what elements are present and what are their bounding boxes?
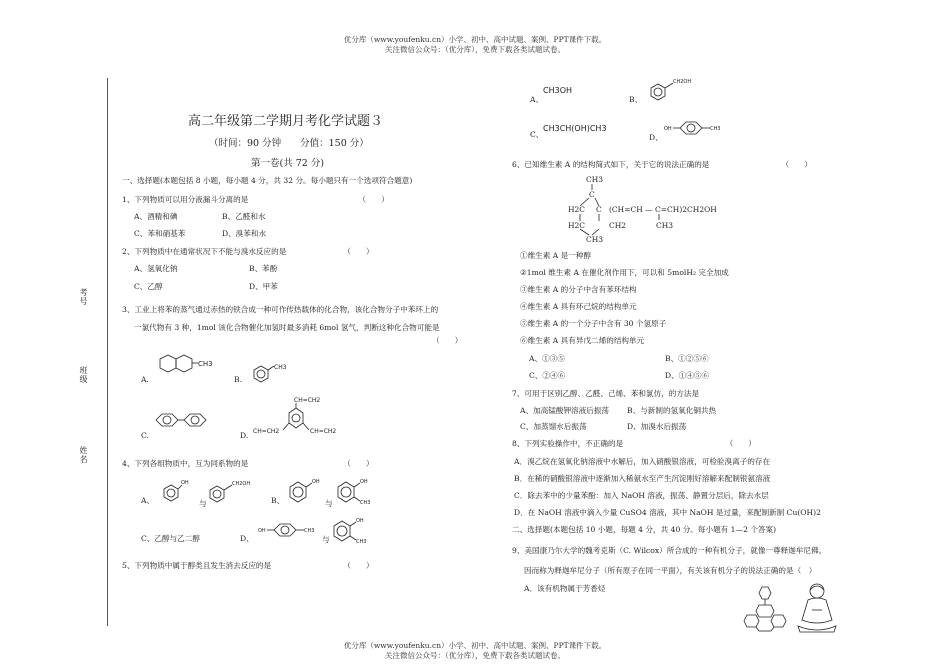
vinyl-label-right: CH=CH2 — [310, 428, 337, 435]
vita-ch3-top: CH3 — [586, 175, 604, 184]
phenol-structure-b — [286, 477, 322, 505]
vinyl-label-top: CH=CH2 — [294, 397, 321, 404]
q6-statement-1: ①维生素 A 是一种醇 — [520, 251, 592, 260]
vita-c-mid: C — [596, 205, 602, 214]
methylnaphthalene-structure — [152, 355, 212, 385]
question-1: 1、下列物质可以用分液漏斗分离的是 （ ） — [122, 195, 389, 204]
benzyl-alcohol-structure — [206, 478, 256, 506]
q6-statement-2: ②1mol 维生素 A 在催化剂作用下，可以和 5molH₂ 完全加成 — [520, 268, 729, 277]
hydroxyl-label-b: OH — [312, 479, 320, 485]
q3-answer-paren: （ ） — [432, 336, 463, 345]
vita-ch2: CH2 — [609, 221, 627, 230]
hydroxyl-label-e: OH — [356, 518, 364, 524]
q5c-formula: CH3CH(OH)CH3 — [543, 124, 607, 133]
q8-option-d: D．在 NaOH 溶液中滴入少量 CuSO4 溶液，其中 NaOH 是过量，来配制新制 Cu(OH)2 — [514, 508, 821, 517]
q6-option-b: B、①②⑤⑥ — [665, 354, 709, 363]
question-5: 5、下列物质中属于醇类且发生消去反应的是 （ ） — [122, 561, 374, 570]
vita-chain: (CH=CH — C=CH)2CH2OH — [609, 205, 717, 214]
q5-option-a: A、 — [530, 95, 544, 104]
question-9: 9、美国康乃尔大学的魏考克斯（C. Wilcox）所合成的一种有机分子，就像一尊释迦牟尼佛。 — [512, 546, 827, 555]
q7-option-d: D、加溴水后振荡 — [627, 422, 687, 431]
q4-option-d: D、 — [240, 534, 254, 543]
q3-option-c: C. — [141, 431, 149, 440]
class-label: 班级 — [79, 366, 88, 384]
toluene-structure — [250, 364, 300, 388]
q6-option-c: C、②④⑥ — [529, 371, 566, 380]
q2-option-d: D、甲苯 — [249, 282, 278, 291]
methyl-label-c: CH3 — [360, 500, 371, 506]
q3-option-a: A. — [141, 375, 149, 384]
dimethylphenol-structure — [330, 514, 376, 548]
exam-time: （时间：90 分钟 分值：150 分） — [209, 138, 369, 149]
q7-option-c: C、加蒸馏水后振荡 — [520, 422, 587, 431]
q6-statement-6: ⑥维生素 A 具有异戊二烯的结构单元 — [520, 336, 645, 345]
exam-no-label: 考号 — [79, 288, 88, 306]
cresol-structure-b — [334, 477, 374, 507]
vita-c-top: C — [589, 190, 595, 199]
methyl-label-d: CH3 — [304, 528, 315, 534]
vinyl-label-left: CH=CH2 — [253, 428, 280, 435]
buddha-statue-icon — [794, 582, 840, 636]
footer-line-1: 优分库（www.youfenku.cn）小学、初中、高中试题、案例、PPT课件下载。 — [343, 641, 607, 650]
q4-option-b: B、 — [271, 496, 285, 505]
q6-option-d: D、①④⑤⑥ — [665, 371, 710, 380]
cresol-structure-q5 — [664, 118, 728, 142]
vitamin-a-bonds — [570, 180, 670, 240]
hydroxyl-label-a: OH — [181, 480, 189, 486]
q4-and-d: 与 — [322, 535, 330, 544]
q6-statement-3: ③维生素 A 的分子中含有苯环结构 — [520, 285, 637, 294]
q8-option-a: A．溴乙烷在氢氧化钠溶液中水解后，加入硝酸银溶液，可检验溴离子的存在 — [514, 457, 771, 466]
buddha-molecule-structure — [742, 585, 790, 635]
methyl-label-b: CH3 — [274, 364, 287, 371]
q5-option-d: D、 — [649, 133, 663, 142]
q8-option-c: C．除去苯中的少量苯酚：加入 NaOH 溶液，振荡、静置分层后，除去水层 — [514, 491, 769, 500]
q6-statement-5: ⑤维生素 A 的一个分子中含有 30 个氢原子 — [520, 319, 667, 328]
part-one-title: 第一卷(共 72 分) — [251, 158, 325, 169]
q4-and-a: 与 — [199, 499, 207, 508]
hydroxyl-label-d: OH — [258, 528, 266, 534]
q2-option-b: B、苯酚 — [249, 264, 278, 273]
question-7: 7、可用于区别乙醇、乙醛、己烯、苯和氯仿，的方法是 — [512, 389, 700, 398]
q9-option-a: A．该有机物属于芳香烃 — [524, 584, 606, 593]
q4-and-b: 与 — [325, 499, 333, 508]
q7-option-a: A、加高锰酸钾溶液后振荡 — [520, 406, 610, 415]
vita-h2c-2: H2C — [568, 221, 586, 230]
vita-h2c-1: H2C — [568, 205, 586, 214]
q2-option-a: A、氢氧化钠 — [134, 264, 178, 273]
q7-option-b: B、与新制的氢氧化铜共热 — [627, 406, 717, 415]
question-9-cont: 因而称为释迦牟尼分子（所有原子在同一平面），有关该有机分子的说法正确的是（ ） — [524, 566, 817, 575]
question-3: 3、工业上将苯的蒸气通过赤热的铁合成一种可作传热载体的化合物，该化合物分子中苯环上的 — [122, 305, 439, 314]
section-two-heading: 二、选择题(本题包括 10 小题，每题 4 分，共 40 分。每小题有 1—2 个答案) — [512, 525, 777, 534]
q4-option-a: A、 — [141, 496, 155, 505]
q1-option-c: C、苯和硝基苯 — [134, 229, 186, 238]
q8-option-b: B．在稀的硝酸银溶液中逐渐加入稀氨水至产生沉淀刚好溶解来配制银氨溶液 — [514, 474, 771, 483]
binding-line — [107, 78, 108, 626]
q2-option-c: C、乙醇 — [134, 282, 163, 291]
hydroxyl-label-q5: OH — [664, 126, 672, 132]
biphenyl-structure — [154, 410, 214, 432]
header-line-1: 优分库（www.youfenku.cn）小学、初中、高中试题、案例、PPT课件下载。 — [343, 35, 607, 44]
q1-option-b: B、乙醛和水 — [222, 212, 266, 221]
footer-line-2: 关注微信公众号：（优分库），免费下载各类试题试卷。 — [385, 651, 565, 660]
methyl-label-a: CH3 — [198, 360, 213, 368]
q1-option-a: A、酒精和碘 — [134, 212, 178, 221]
q6-statement-4: ④维生素 A 具有环己烷的结构单元 — [520, 302, 637, 311]
cresol-structure-d — [258, 518, 322, 546]
question-2: 2、下列物质中在通常状况下不能与溴水反应的是 （ ） — [122, 247, 374, 256]
exam-title: 高二年级第二学期月考化学试题３ — [188, 114, 384, 129]
trivinylbenzene-structure — [253, 397, 353, 439]
q6-option-a: A、①③⑤ — [529, 354, 565, 363]
question-4: 4、下列各组物质中，互为同系物的是 （ ） — [122, 459, 374, 468]
benzyl-alcohol-structure-q5 — [647, 76, 697, 104]
q4-option-c: C、乙醇与乙二醇 — [141, 534, 200, 543]
methyl-label-q5: CH3 — [710, 126, 721, 132]
hydroxyl-label-c: OH — [360, 479, 368, 485]
vita-ch3-bottom: CH3 — [586, 235, 604, 244]
q5-option-b: B、 — [629, 95, 643, 104]
name-label: 姓名 — [79, 446, 88, 464]
q5-option-c: C、 — [530, 130, 544, 139]
question-3-cont: 一氯代物有 3 种，1mol 该化合物催化加氢时最多消耗 6mol 氢气，判断这种化合物可能是 — [134, 323, 440, 332]
q5a-formula: CH3OH — [543, 86, 573, 95]
question-6: 6、已知维生素 A 的结构简式如下，关于它的说法正确的是 （ ） — [512, 160, 812, 169]
ch2oh-label-q5: CH2OH — [673, 79, 692, 85]
ch2oh-label: CH2OH — [232, 481, 251, 487]
methyl-label-e: CH3 — [356, 539, 367, 545]
section-one-heading: 一、选择题(本题包括 8 小题，每小题 4 分，共 32 分。每小题只有一个选项符合题意) — [122, 176, 413, 185]
header-line-2: 关注微信公众号：（优分库），免费下载各类试题试卷。 — [385, 45, 565, 54]
q1-option-d: D、溴苯和水 — [222, 229, 267, 238]
vita-ch3-side: CH3 — [656, 221, 674, 230]
question-8: 8、下列实验操作中，不正确的是 （ ） — [512, 439, 757, 448]
phenol-structure-a — [160, 479, 190, 507]
q3-option-b: B. — [234, 375, 242, 384]
q3-option-d: D. — [240, 431, 249, 440]
